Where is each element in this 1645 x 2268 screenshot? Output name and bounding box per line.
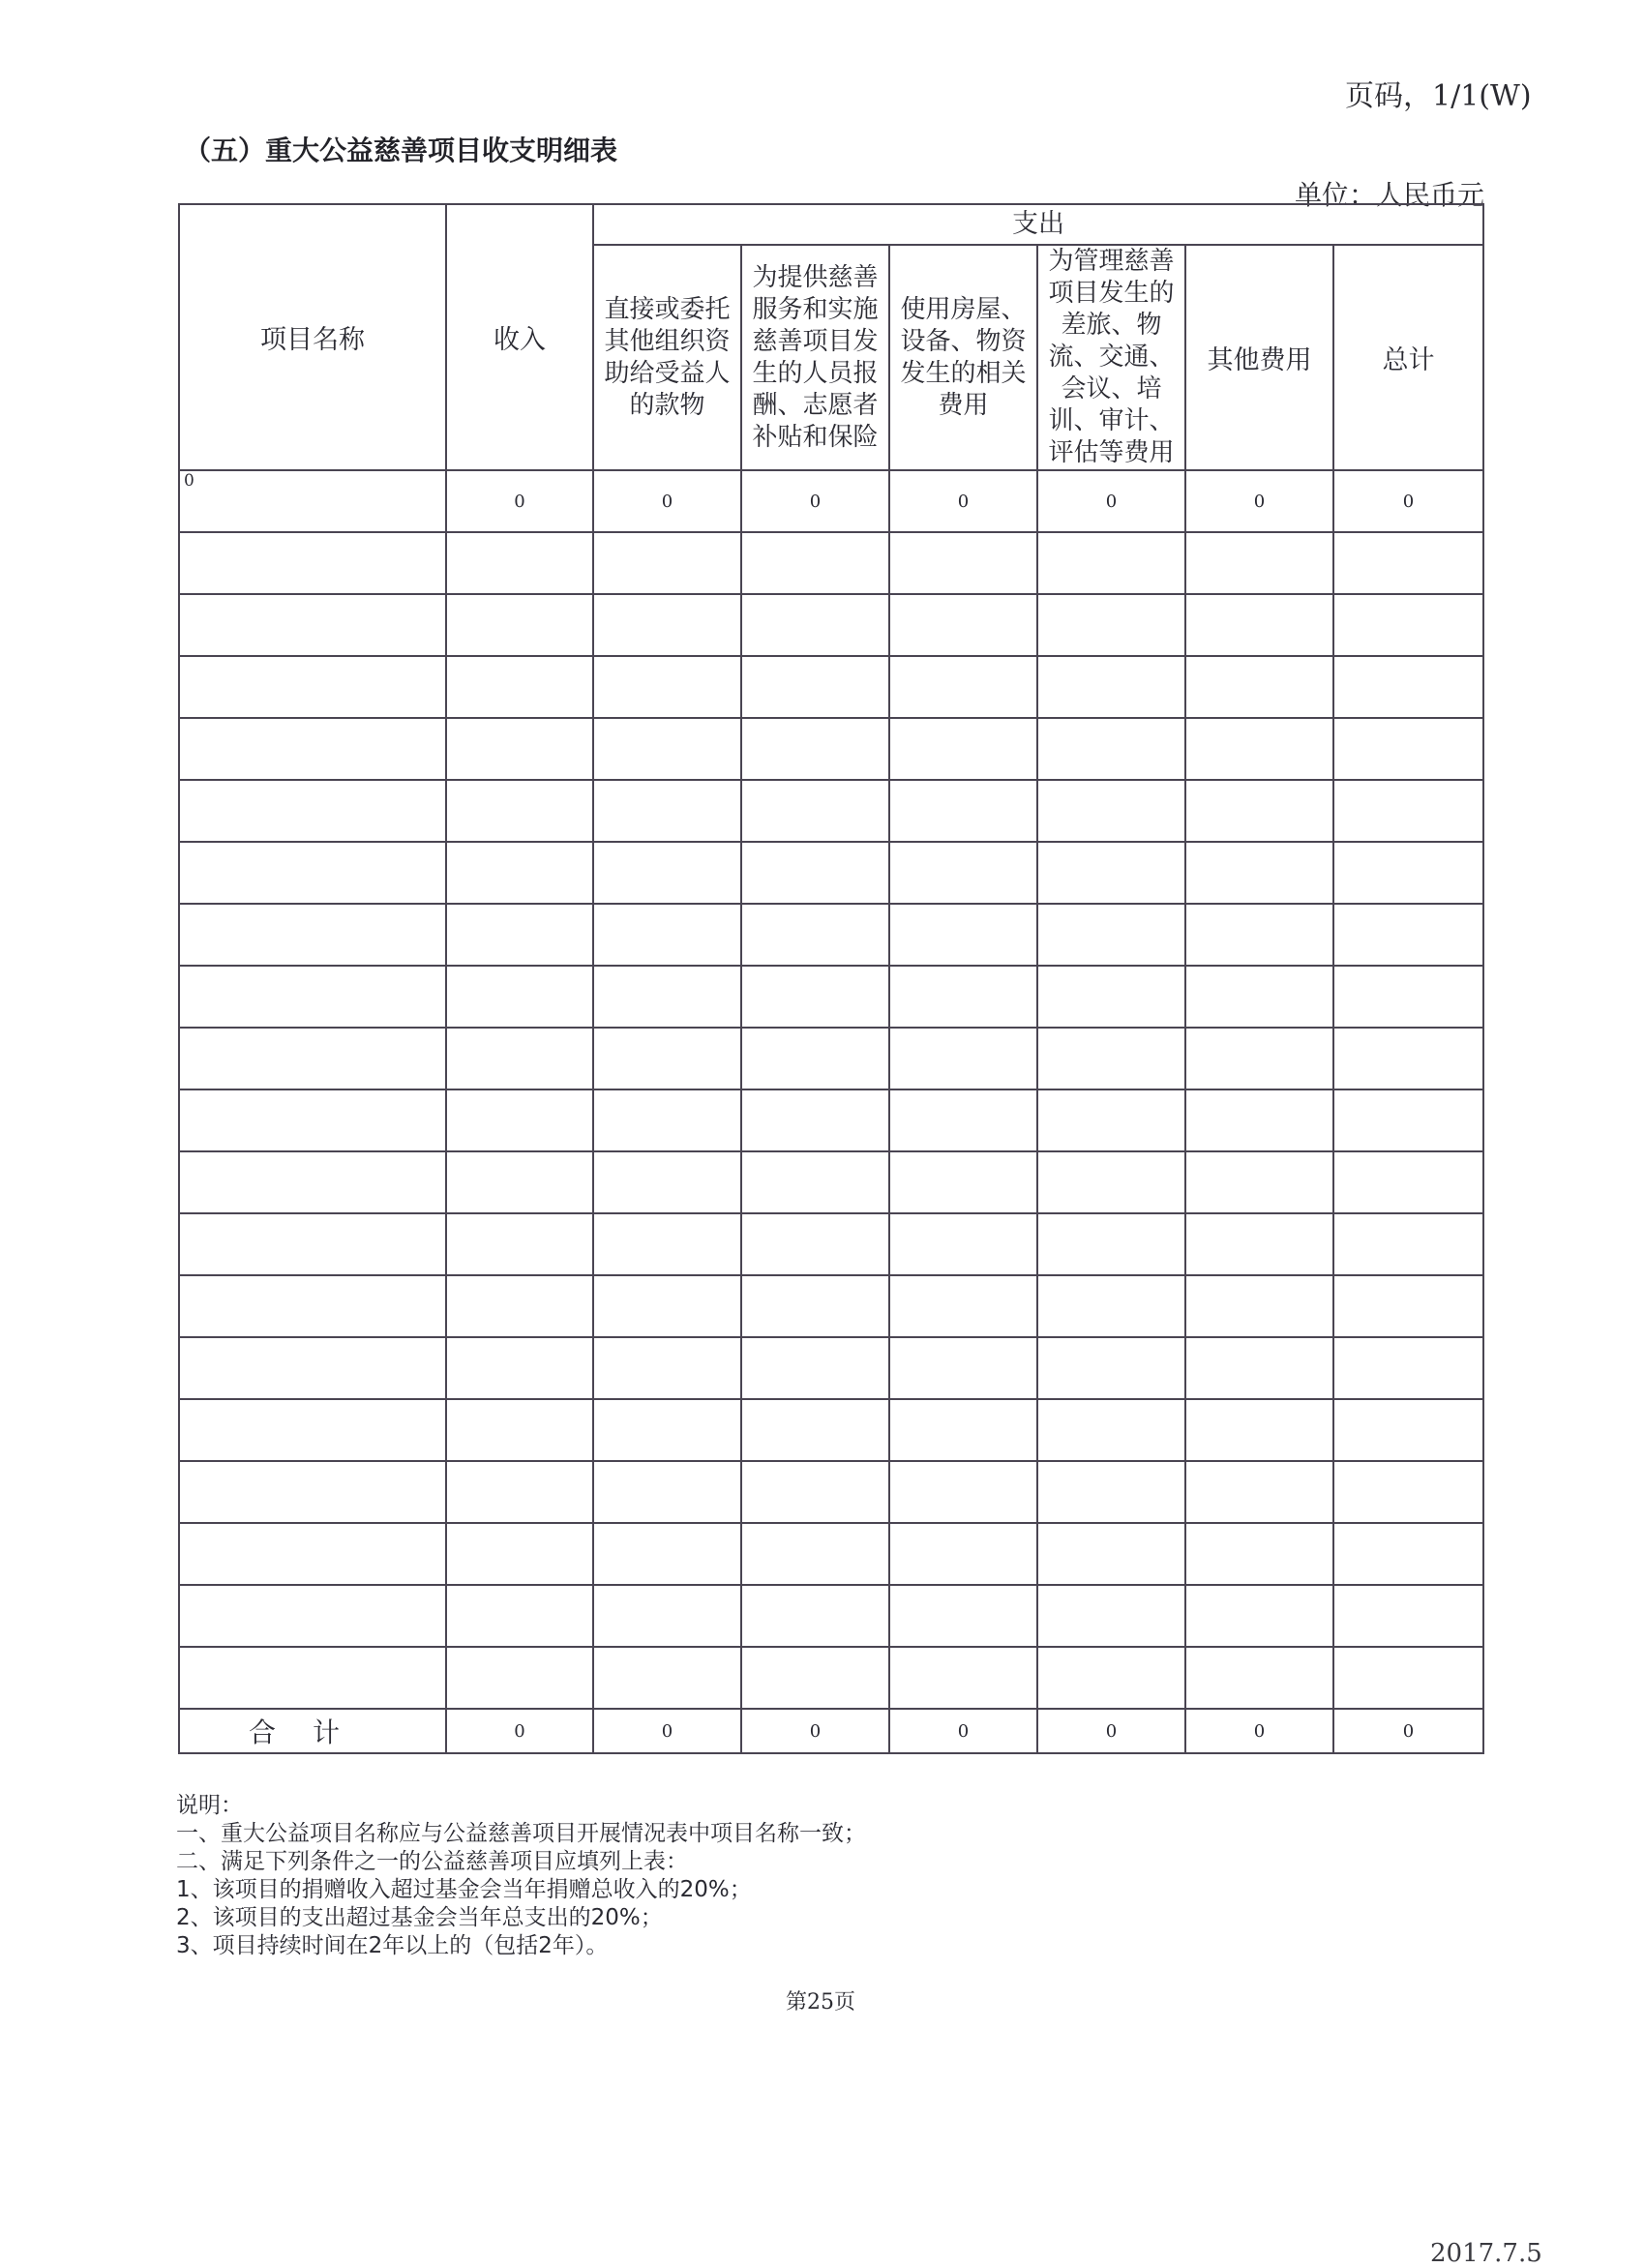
cell-expense-direct-aid: 0: [593, 470, 741, 532]
total-expense-direct-aid: 0: [593, 1709, 741, 1753]
table-row-empty: [179, 532, 1483, 594]
table-row-empty: [179, 1647, 1483, 1709]
empty-cell: [1185, 1399, 1333, 1461]
empty-cell: [446, 842, 593, 904]
empty-cell: [889, 1461, 1037, 1523]
empty-cell: [1333, 1399, 1483, 1461]
empty-cell: [1185, 966, 1333, 1028]
unit-label: 单位：人民币元: [1295, 179, 1485, 211]
total-income: 0: [446, 1709, 593, 1753]
empty-cell: [446, 1585, 593, 1647]
empty-cell: [741, 1028, 889, 1089]
header-expense-personnel: 为提供慈善服务和实施慈善项目发生的人员报酬、志愿者补贴和保险: [741, 245, 889, 470]
cell-expense-facilities: 0: [889, 470, 1037, 532]
empty-cell: [1037, 904, 1185, 966]
header-expense-other: 其他费用: [1185, 245, 1333, 470]
empty-cell: [1333, 842, 1483, 904]
empty-cell: [1185, 1275, 1333, 1337]
empty-cell: [446, 1461, 593, 1523]
empty-cell: [179, 1151, 446, 1213]
table-row-empty: [179, 1585, 1483, 1647]
empty-cell: [1185, 1151, 1333, 1213]
table-row-empty: [179, 1275, 1483, 1337]
empty-cell: [593, 966, 741, 1028]
empty-cell: [1037, 966, 1185, 1028]
cell-expense-other: 0: [1185, 470, 1333, 532]
page-code: 页码，1/1(W): [1345, 79, 1532, 113]
empty-cell: [741, 1089, 889, 1151]
empty-cell: [179, 1647, 446, 1709]
empty-cell: [1333, 1461, 1483, 1523]
table-row-empty: [179, 1213, 1483, 1275]
empty-cell: [1185, 1523, 1333, 1585]
empty-cell: [741, 1213, 889, 1275]
empty-cell: [179, 1337, 446, 1399]
empty-cell: [593, 532, 741, 594]
cell-income: 0: [446, 470, 593, 532]
empty-cell: [1185, 532, 1333, 594]
empty-cell: [741, 904, 889, 966]
empty-cell: [593, 1028, 741, 1089]
empty-cell: [1333, 656, 1483, 718]
total-expense-facilities: 0: [889, 1709, 1037, 1753]
page-number: 第25页: [786, 1990, 855, 2014]
total-expense-personnel: 0: [741, 1709, 889, 1753]
empty-cell: [741, 1585, 889, 1647]
empty-cell: [446, 532, 593, 594]
empty-cell: [446, 780, 593, 842]
empty-cell: [1333, 780, 1483, 842]
empty-cell: [1185, 656, 1333, 718]
empty-cell: [179, 1213, 446, 1275]
empty-cell: [179, 1089, 446, 1151]
total-label: 合计: [179, 1709, 446, 1753]
table-row-empty: [179, 1151, 1483, 1213]
empty-cell: [889, 532, 1037, 594]
empty-cell: [1333, 904, 1483, 966]
empty-cell: [889, 842, 1037, 904]
total-expense-other: 0: [1185, 1709, 1333, 1753]
table-row: [179, 470, 1483, 532]
empty-cell: [741, 966, 889, 1028]
empty-cell: [741, 1523, 889, 1585]
empty-cell: [889, 1089, 1037, 1151]
header-income: 收入: [446, 204, 593, 470]
empty-cell: [179, 718, 446, 780]
empty-cell: [1037, 656, 1185, 718]
empty-cell: [741, 1647, 889, 1709]
header-expense-facilities: 使用房屋、设备、物资发生的相关费用: [889, 245, 1037, 470]
empty-cell: [741, 1275, 889, 1337]
empty-cell: [446, 1089, 593, 1151]
empty-cell: [1185, 842, 1333, 904]
cell-project-name: 0: [179, 470, 446, 532]
header-expense-group: 支出: [593, 204, 1483, 245]
empty-cell: [1037, 718, 1185, 780]
empty-cell: [593, 1585, 741, 1647]
header-expense-management: 为管理慈善项目发生的差旅、物流、交通、会议、培训、审计、评估等费用: [1037, 245, 1185, 470]
empty-cell: [179, 1028, 446, 1089]
empty-cell: [179, 1461, 446, 1523]
empty-cell: [741, 1337, 889, 1399]
empty-cell: [1333, 1275, 1483, 1337]
empty-cell: [741, 842, 889, 904]
empty-cell: [1333, 1151, 1483, 1213]
table-row-empty: [179, 594, 1483, 656]
empty-cell: [593, 780, 741, 842]
empty-cell: [446, 904, 593, 966]
empty-cell: [1333, 1523, 1483, 1585]
notes-heading: 说明：: [176, 1793, 243, 1818]
empty-cell: [1037, 780, 1185, 842]
empty-cell: [889, 1585, 1037, 1647]
empty-cell: [889, 1523, 1037, 1585]
empty-cell: [889, 656, 1037, 718]
empty-cell: [1037, 1213, 1185, 1275]
empty-cell: [889, 780, 1037, 842]
notes-line: 1、该项目的捐赠收入超过基金会当年捐赠总收入的20%；: [176, 1877, 752, 1902]
empty-cell: [593, 1275, 741, 1337]
cell-expense-management: 0: [1037, 470, 1185, 532]
empty-cell: [179, 1399, 446, 1461]
empty-cell: [1037, 842, 1185, 904]
total-expense-management: 0: [1037, 1709, 1185, 1753]
empty-cell: [446, 1337, 593, 1399]
empty-cell: [1185, 1028, 1333, 1089]
empty-cell: [889, 904, 1037, 966]
empty-cell: [1037, 1523, 1185, 1585]
empty-cell: [446, 966, 593, 1028]
empty-cell: [179, 1523, 446, 1585]
empty-cell: [1185, 1213, 1333, 1275]
empty-cell: [179, 1275, 446, 1337]
empty-cell: [741, 1151, 889, 1213]
table-row-empty: [179, 656, 1483, 718]
empty-cell: [593, 1213, 741, 1275]
empty-cell: [593, 1151, 741, 1213]
empty-cell: [889, 966, 1037, 1028]
empty-cell: [889, 594, 1037, 656]
table-row-empty: [179, 718, 1483, 780]
header-expense-total: 总计: [1333, 245, 1483, 470]
empty-cell: [1333, 532, 1483, 594]
notes-line: 二、满足下列条件之一的公益慈善项目应填列上表：: [176, 1849, 688, 1874]
table-row-empty: [179, 1523, 1483, 1585]
empty-cell: [179, 656, 446, 718]
header-project-name: 项目名称: [179, 204, 446, 470]
empty-cell: [889, 1399, 1037, 1461]
empty-cell: [889, 1151, 1037, 1213]
table-row-empty: [179, 1337, 1483, 1399]
empty-cell: [593, 1461, 741, 1523]
table-row-empty: [179, 780, 1483, 842]
empty-cell: [1333, 594, 1483, 656]
empty-cell: [446, 1523, 593, 1585]
empty-cell: [1037, 1337, 1185, 1399]
empty-cell: [1185, 594, 1333, 656]
empty-cell: [1037, 1151, 1185, 1213]
empty-cell: [889, 1213, 1037, 1275]
empty-cell: [1037, 1461, 1185, 1523]
empty-cell: [1037, 1089, 1185, 1151]
date-stamp: 2017.7.5: [1430, 2239, 1542, 2268]
notes: [176, 1792, 866, 1960]
empty-cell: [1185, 1461, 1333, 1523]
empty-cell: [446, 1151, 593, 1213]
empty-cell: [179, 842, 446, 904]
empty-cell: [1333, 718, 1483, 780]
empty-cell: [446, 1647, 593, 1709]
empty-cell: [1333, 1089, 1483, 1151]
empty-cell: [741, 1399, 889, 1461]
empty-cell: [889, 1647, 1037, 1709]
empty-cell: [179, 780, 446, 842]
empty-cell: [889, 1275, 1037, 1337]
empty-cell: [446, 594, 593, 656]
empty-cell: [1037, 594, 1185, 656]
table-row-empty: [179, 1461, 1483, 1523]
empty-cell: [1333, 1337, 1483, 1399]
empty-cell: [446, 1213, 593, 1275]
empty-cell: [1333, 966, 1483, 1028]
empty-cell: [179, 532, 446, 594]
empty-cell: [1185, 1337, 1333, 1399]
notes-line: 3、项目持续时间在2年以上的（包括2年）。: [176, 1933, 609, 1958]
empty-cell: [889, 718, 1037, 780]
empty-cell: [741, 1461, 889, 1523]
cell-expense-total: 0: [1333, 470, 1483, 532]
table-row-empty: [179, 1399, 1483, 1461]
notes-line: 2、该项目的支出超过基金会当年总支出的20%；: [176, 1905, 663, 1930]
empty-cell: [593, 1089, 741, 1151]
empty-cell: [1037, 1028, 1185, 1089]
empty-cell: [1333, 1028, 1483, 1089]
empty-cell: [446, 1275, 593, 1337]
empty-cell: [179, 904, 446, 966]
empty-cell: [741, 780, 889, 842]
empty-cell: [593, 718, 741, 780]
empty-cell: [446, 1399, 593, 1461]
empty-cell: [1333, 1585, 1483, 1647]
empty-cell: [1185, 718, 1333, 780]
empty-cell: [1037, 1399, 1185, 1461]
empty-cell: [1185, 904, 1333, 966]
empty-cell: [179, 1585, 446, 1647]
empty-cell: [741, 656, 889, 718]
empty-cell: [1185, 1647, 1333, 1709]
table-row-empty: [179, 904, 1483, 966]
empty-cell: [179, 594, 446, 656]
notes-line: 一、重大公益项目名称应与公益慈善项目开展情况表中项目名称一致；: [176, 1821, 866, 1846]
total-expense-total: 0: [1333, 1709, 1483, 1753]
empty-cell: [741, 718, 889, 780]
empty-cell: [593, 1523, 741, 1585]
empty-cell: [1333, 1647, 1483, 1709]
empty-cell: [741, 532, 889, 594]
empty-cell: [593, 1337, 741, 1399]
table-row-empty: [179, 1028, 1483, 1089]
table-row-empty: [179, 1089, 1483, 1151]
empty-cell: [1185, 1089, 1333, 1151]
total-row: [179, 1709, 1483, 1753]
empty-cell: [1037, 532, 1185, 594]
header-expense-direct-aid: 直接或委托其他组织资助给受益人的款物: [593, 245, 741, 470]
empty-cell: [1037, 1647, 1185, 1709]
empty-cell: [593, 1647, 741, 1709]
table-row-empty: [179, 842, 1483, 904]
detail-table: [178, 203, 1484, 1754]
empty-cell: [593, 594, 741, 656]
empty-cell: [593, 1399, 741, 1461]
empty-cell: [1333, 1213, 1483, 1275]
empty-cell: [741, 594, 889, 656]
table-title: （五）重大公益慈善项目收支明细表: [184, 134, 618, 166]
empty-cell: [593, 656, 741, 718]
empty-cell: [593, 904, 741, 966]
empty-cell: [446, 656, 593, 718]
empty-cell: [446, 718, 593, 780]
empty-cell: [446, 1028, 593, 1089]
empty-cell: [1037, 1585, 1185, 1647]
empty-cell: [179, 966, 446, 1028]
blank-rows: [179, 532, 1483, 1709]
empty-cell: [593, 842, 741, 904]
empty-cell: [1185, 780, 1333, 842]
empty-cell: [1185, 1585, 1333, 1647]
table-row-empty: [179, 966, 1483, 1028]
empty-cell: [1037, 1275, 1185, 1337]
empty-cell: [889, 1337, 1037, 1399]
cell-expense-personnel: 0: [741, 470, 889, 532]
empty-cell: [889, 1028, 1037, 1089]
